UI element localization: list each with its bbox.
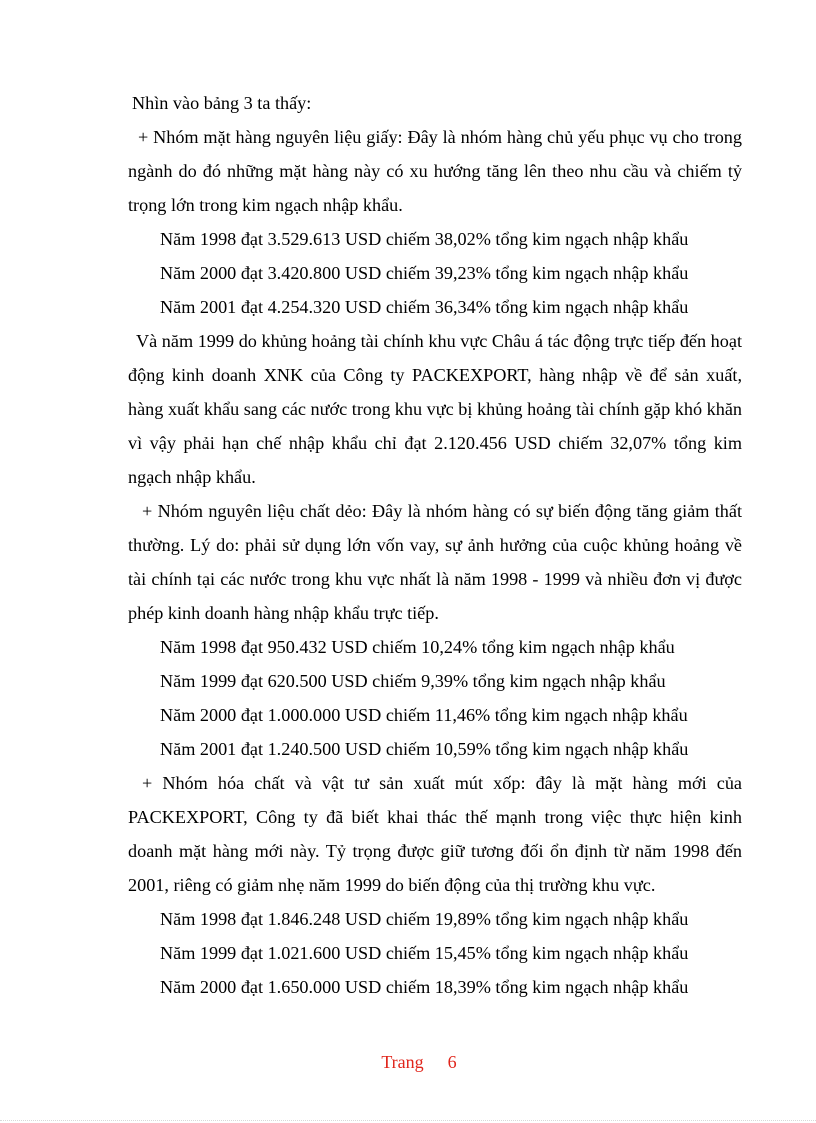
chemical-stat-line: Năm 1999 đạt 1.021.600 USD chiếm 15,45% tổng kim ngạch nhập khẩu: [160, 943, 689, 963]
chemical-stat-line: Năm 1998 đạt 1.846.248 USD chiếm 19,89% tổng kim ngạch nhập khẩu: [160, 909, 689, 929]
chemical-group-paragraph: + Nhóm hóa chất và vật tư sản xuất mút xốp: đây là mặt hàng mới của PACKEXPORT, Công ty đã biết khai thác thế mạnh trong việc thực hiện kinh doanh mặt hàng mới này. Tỷ trọng được giữ tương đối ổn định từ năm 1998 đến 2001, riêng có giảm nhẹ năm 1999 do biến động của thị trường khu vực.: [128, 773, 742, 895]
footer-label: Trang: [381, 1052, 424, 1072]
plastic-stat-line: Năm 1998 đạt 950.432 USD chiếm 10,24% tổng kim ngạch nhập khẩu: [160, 637, 675, 657]
chemical-stat-line: Năm 2000 đạt 1.650.000 USD chiếm 18,39% tổng kim ngạch nhập khẩu: [160, 977, 689, 997]
paper-stat-line: Năm 2001 đạt 4.254.320 USD chiếm 36,34% tổng kim ngạch nhập khẩu: [160, 297, 689, 317]
paper-1999-note: Và năm 1999 do khủng hoảng tài chính khu vực Châu á tác động trực tiếp đến hoạt động kinh doanh XNK của Công ty PACKEXPORT, hàng nhập về để sản xuất, hàng xuất khẩu sang các nước trong khu vực bị khủng hoảng tài chính gặp khó khăn vì vậy phải hạn chế nhập khẩu chỉ đạt 2.120.456 USD chiếm 32,07% tổng kim ngạch nhập khẩu.: [128, 331, 742, 487]
intro-line: Nhìn vào bảng 3 ta thấy:: [132, 93, 312, 113]
paper-group-paragraph: + Nhóm mặt hàng nguyên liệu giấy: Đây là nhóm hàng chủ yếu phục vụ cho trong ngành do đó những mặt hàng này có xu hướng tăng lên theo nhu cầu và chiếm tỷ trọng lớn trong kim ngạch nhập khẩu.: [128, 127, 742, 215]
paper-stat-line: Năm 1998 đạt 3.529.613 USD chiếm 38,02% tổng kim ngạch nhập khẩu: [160, 229, 689, 249]
page-body: [128, 86, 742, 1004]
page-bottom-edge: [0, 1120, 816, 1121]
plastic-stat-line: Năm 2001 đạt 1.240.500 USD chiếm 10,59% tổng kim ngạch nhập khẩu: [160, 739, 689, 759]
paper-stat-line: Năm 2000 đạt 3.420.800 USD chiếm 39,23% tổng kim ngạch nhập khẩu: [160, 263, 689, 283]
page-footer: [0, 1052, 816, 1073]
plastic-group-paragraph: + Nhóm nguyên liệu chất dẻo: Đây là nhóm hàng có sự biến động tăng giảm thất thường. Lý do: phải sử dụng lớn vốn vay, sự ảnh hưởng của cuộc khủng hoảng về tài chính tại các nước trong khu vực nhất là năm 1998 - 1999 và nhiều đơn vị được phép kinh doanh hàng nhập khẩu trực tiếp.: [128, 501, 742, 623]
page-number: 6: [447, 1052, 457, 1072]
plastic-stat-line: Năm 1999 đạt 620.500 USD chiếm 9,39% tổng kim ngạch nhập khẩu: [160, 671, 666, 691]
plastic-stat-line: Năm 2000 đạt 1.000.000 USD chiếm 11,46% tổng kim ngạch nhập khẩu: [160, 705, 688, 725]
